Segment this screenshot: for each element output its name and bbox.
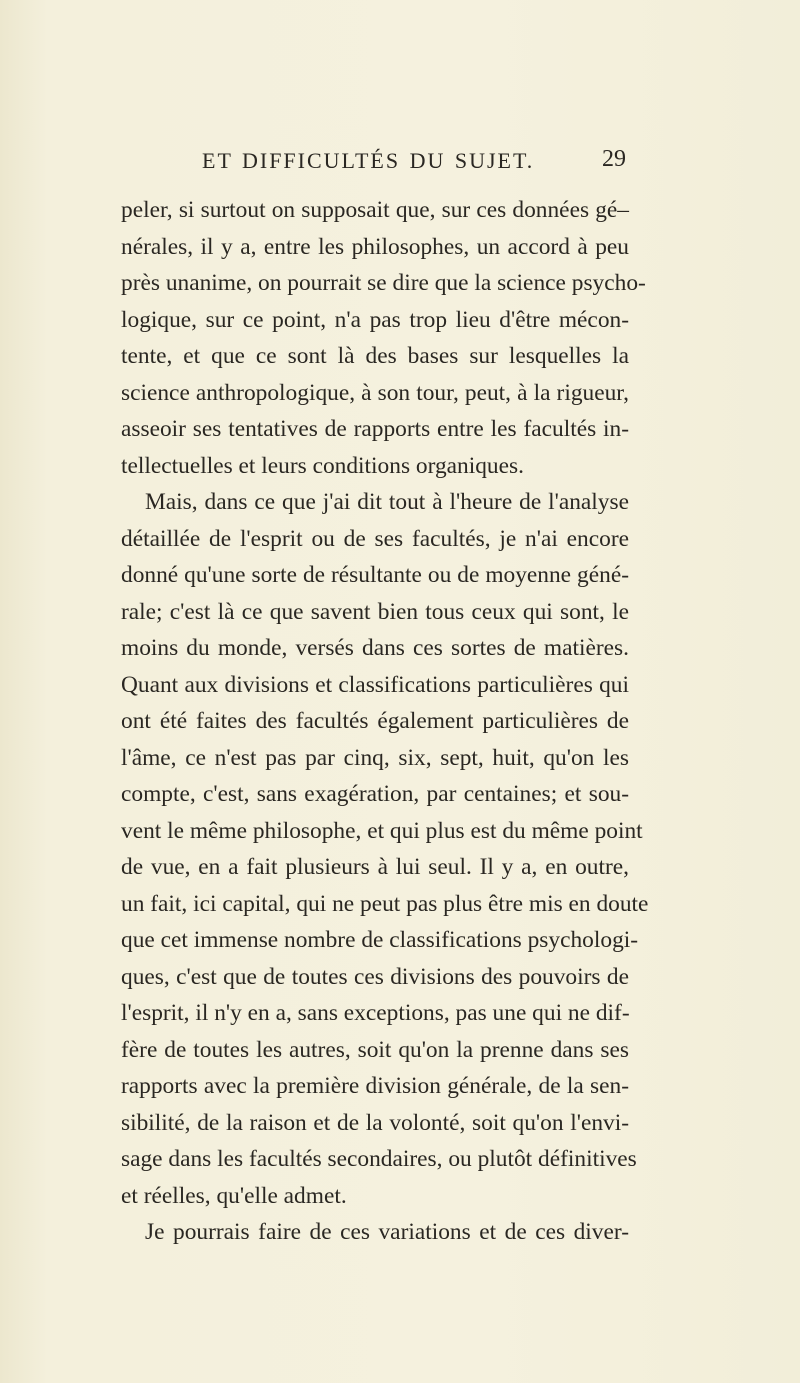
text-line: détaillée de l'esprit ou de ses facultés, je n'ai encore (121, 525, 629, 552)
text-line: tente, et que ce sont là des bases sur lesquelles la (121, 343, 629, 369)
text-line: Quant aux divisions et classifications particulières qui (121, 671, 629, 698)
text-line: de vue, en a fait plusieurs à lui seul. Il y a, en outre, (121, 854, 629, 880)
text-line: logique, sur ce point, n'a pas trop lieu d'être mécon- (121, 306, 629, 333)
text-line: rapports avec la première division générale, de la sen- (121, 1073, 629, 1099)
text-line: donné qu'une sorte de résultante ou de moyenne géné- (121, 562, 629, 588)
text-line: l'âme, ce n'est pas par cinq, six, sept, huit, qu'on les (121, 744, 629, 771)
body-text (121, 192, 649, 1251)
running-title: ET DIFFICULTÉS DU SUJET. (202, 148, 535, 173)
text-line: près unanime, on pourrait se dire que la science psycho- (121, 270, 646, 296)
text-line: tellectuelles et leurs conditions organiques. (121, 452, 524, 479)
text-line: que cet immense nombre de classifications psychologi- (121, 927, 639, 953)
text-line: sibilité, de la raison et de la volonté, soit qu'on l'envi- (121, 1109, 629, 1136)
text-line: sage dans les facultés secondaires, ou plutôt définitives (121, 1146, 637, 1172)
text-line: un fait, ici capital, qui ne peut pas plus être mis en doute (121, 890, 649, 917)
text-line: peler, si surtout on supposait que, sur ces données gé– (121, 197, 629, 223)
text-line: fère de toutes les autres, soit qu'on la prenne dans ses (121, 1036, 629, 1063)
text-line: Je pourrais faire de ces variations et de ces diver- (145, 1219, 629, 1245)
text-line: science anthropologique, à son tour, peut, à la rigueur, (121, 379, 629, 406)
text-line: l'esprit, il n'y en a, sans exceptions, pas une qui ne dif- (121, 1000, 630, 1026)
text-line: moins du monde, versés dans ces sortes de matières. (121, 635, 629, 661)
text-line: asseoir ses tentatives de rapports entre les facultés in- (121, 416, 629, 442)
text-line: ont été faites des facultés également particulières de (121, 708, 629, 734)
running-head (180, 148, 626, 178)
text-line: nérales, il y a, entre les philosophes, un accord à peu (121, 233, 629, 260)
text-line: compte, c'est, sans exagération, par centaines; et sou- (121, 781, 629, 807)
text-line: vent le même philosophe, et qui plus est du même point (121, 817, 643, 844)
text-line: et réelles, qu'elle admet. (121, 1182, 347, 1209)
page-number: 29 (602, 146, 626, 172)
text-line: rale; c'est là ce que savent bien tous ceux qui sont, le (121, 598, 629, 625)
text-line: Mais, dans ce que j'ai dit tout à l'heure de l'analyse (145, 489, 629, 515)
text-line: ques, c'est que de toutes ces divisions des pouvoirs de (121, 963, 629, 990)
